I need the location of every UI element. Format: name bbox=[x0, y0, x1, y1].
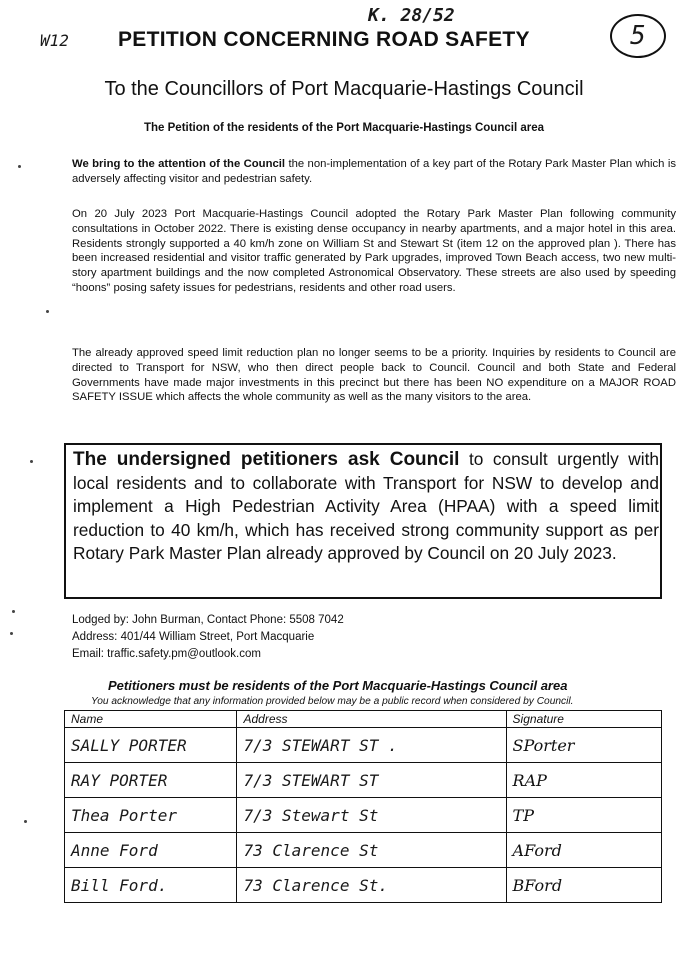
signer-address: 73 Clarence St. bbox=[237, 868, 506, 903]
signature-table bbox=[64, 710, 662, 903]
table-header-row bbox=[65, 711, 662, 728]
issue-paragraph: The already approved speed limit reduction plan no longer seems to be a priority. Inquiries by residents to Council are directed to Transport for NSW, who then direct people back to Council. Council and both State and Federal Governments have made major investments in this precinct but there has been NO expenditure on a MAJOR ROAD SAFETY ISSUE which affects the whole community as well as the many visitors to the area. bbox=[72, 347, 676, 404]
intro-paragraph bbox=[72, 157, 676, 187]
scan-speck bbox=[18, 165, 21, 168]
signer-name: SALLY PORTER bbox=[65, 728, 237, 763]
table-row bbox=[65, 728, 662, 763]
header-address: Address bbox=[237, 711, 506, 728]
table-row bbox=[65, 868, 662, 903]
header-name: Name bbox=[65, 711, 237, 728]
scan-speck bbox=[30, 460, 33, 463]
intro-rest: the non-implementation of a key part of the Rotary Park Master Plan which is adversely affecting visitor and pedestrian safety. bbox=[72, 158, 676, 185]
signer-name: RAY PORTER bbox=[65, 763, 237, 798]
table-row bbox=[65, 763, 662, 798]
signer-address: 7/3 Stewart St bbox=[237, 798, 506, 833]
petition-title: PETITION CONCERNING ROAD SAFETY bbox=[118, 28, 530, 51]
margin-note: W12 bbox=[40, 31, 69, 50]
signer-name: Anne Ford bbox=[65, 833, 237, 868]
signer-address: 7/3 STEWART ST bbox=[237, 763, 506, 798]
reference-note: K. 28/52 bbox=[368, 5, 455, 26]
circled-number bbox=[610, 14, 666, 58]
petition-of-line: The Petition of the residents of the Port Macquarie-Hastings Council area bbox=[143, 122, 544, 134]
signer-signature: SPorter bbox=[506, 728, 661, 763]
signer-name: Bill Ford. bbox=[65, 868, 237, 903]
signer-signature: TP bbox=[506, 798, 661, 833]
signer-address: 73 Clarence St bbox=[237, 833, 506, 868]
request-text bbox=[73, 448, 659, 566]
request-lead: The undersigned petitioners ask Council bbox=[73, 449, 460, 470]
signer-signature: AFord bbox=[506, 833, 661, 868]
signer-address: 7/3 STEWART ST . bbox=[237, 728, 506, 763]
acknowledgement-note: You acknowledge that any information provided below may be a public record when considered by Council. bbox=[91, 696, 574, 707]
signer-signature: BFord bbox=[506, 868, 661, 903]
scan-speck bbox=[46, 310, 49, 313]
table-row bbox=[65, 798, 662, 833]
signer-name: Thea Porter bbox=[65, 798, 237, 833]
header-signature: Signature bbox=[506, 711, 661, 728]
background-paragraph: On 20 July 2023 Port Macquarie-Hastings Council adopted the Rotary Park Master Plan following community consultations in October 2022. There is existing dense occupancy in nearby apartments, and a major hotel in this area. Residents strongly supported a 40 km/h zone on William St and Stewart St (item 12 on the approved plan ). There has been increased residential and visitor traffic generated by Park upgrades, improved Town Beach access, two new multi-story apartment buildings and the now completed Astronomical Observatory. These streets are also used by speeding “hoons” posing safety issues for pedestrians, residents and other road users. bbox=[72, 208, 676, 294]
table-row bbox=[65, 833, 662, 868]
addressee-line: To the Councillors of Port Macquarie-Hastings Council bbox=[104, 78, 584, 100]
signer-signature: RAP bbox=[506, 763, 661, 798]
circled-number-text: 5 bbox=[630, 21, 646, 51]
petitioners-heading: Petitioners must be residents of the Port Macquarie-Hastings Council area bbox=[108, 678, 568, 693]
scan-speck bbox=[12, 610, 15, 613]
lodged-details bbox=[72, 612, 344, 663]
scan-speck bbox=[24, 820, 27, 823]
scan-speck bbox=[10, 632, 13, 635]
lodged-email: Email: traffic.safety.pm@outlook.com bbox=[72, 648, 261, 660]
lodged-address: Address: 401/44 William Street, Port Macquarie bbox=[72, 631, 315, 643]
intro-lead: We bring to the attention of the Council bbox=[72, 158, 286, 170]
request-rest: to consult urgently with local residents and to collaborate with Transport for NSW to develop and implement a High Pedestrian Activity Area (HPAA) with a speed limit reduction to 40 km/h, which has received strong community support as per Rotary Park Master Plan already approved by Council on 20 July 2023. bbox=[73, 449, 659, 563]
lodged-by: Lodged by: John Burman, Contact Phone: 5508 7042 bbox=[72, 614, 344, 626]
